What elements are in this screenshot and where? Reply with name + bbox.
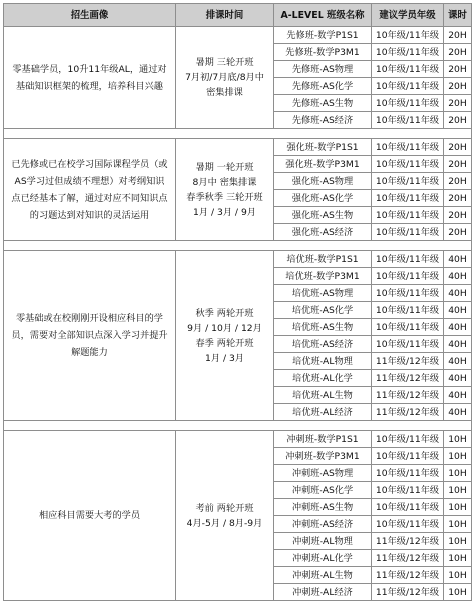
schedule-line: 春季 两轮开班 [195,337,254,349]
grade-cell: 11年级/12年级 [372,387,444,404]
hours-cell: 40H [444,387,472,404]
hours-cell: 20H [444,190,472,207]
schedule-line: 7月初/7月底/8月中 [185,72,264,83]
grade-cell: 10年级/11年级 [372,95,444,112]
grade-cell: 10年级/11年级 [372,448,444,465]
class-name-cell: 先修班-数学P3M1 [274,44,372,61]
table-row [4,27,472,44]
class-name-cell: 冲刺班-AS化学 [274,482,372,499]
grade-cell: 10年级/11年级 [372,319,444,336]
grade-cell: 10年级/11年级 [372,156,444,173]
grade-cell: 11年级/12年级 [372,550,444,567]
hours-cell: 10H [444,533,472,550]
class-name-cell: 冲刺班-AS生物 [274,499,372,516]
grade-cell: 11年级/12年级 [372,404,444,421]
group-separator [4,241,472,251]
schedule-line: 暑期 一轮开班 [195,161,254,173]
student-profile-cell: 已先修或已在校学习国际课程学员（或AS学习过但成绩不理想）对考纲知识点已经基本了解，通过对应不同知识点的习题达到对知识的灵活运用 [4,139,176,241]
class-name-cell: 强化班-AS物理 [274,173,372,190]
schedule-line: 秋季 两轮开班 [195,307,254,319]
hours-cell: 20H [444,44,472,61]
hours-cell: 20H [444,61,472,78]
hours-cell: 40H [444,268,472,285]
header-row [4,4,472,27]
class-name-cell: 培优班-AS化学 [274,302,372,319]
student-profile-cell: 零基础学员，10升11年级AL，通过对基础知识框架的梳理，培养科目兴趣 [4,27,176,129]
grade-cell: 11年级/12年级 [372,567,444,584]
hours-cell: 40H [444,302,472,319]
grade-cell: 11年级/12年级 [372,584,444,601]
table-row [4,431,472,448]
hours-cell: 20H [444,224,472,241]
class-name-cell: 强化班-数学P1S1 [274,139,372,156]
grade-cell: 10年级/11年级 [372,190,444,207]
class-name-cell: 培优班-AL物理 [274,353,372,370]
class-name-cell: 冲刺班-数学P1S1 [274,431,372,448]
schedule-line: 暑期 三轮开班 [195,57,254,68]
group-separator-row [4,421,472,431]
header-profile: 招生画像 [4,4,176,27]
group-separator-row [4,241,472,251]
grade-cell: 10年级/11年级 [372,44,444,61]
course-table [3,3,472,601]
schedule-line: 1月 / 3月 / 9月 [193,206,256,218]
grade-cell: 10年级/11年级 [372,516,444,533]
hours-cell: 10H [444,584,472,601]
grade-cell: 10年级/11年级 [372,173,444,190]
group-separator [4,129,472,139]
header-hours: 课时 [444,4,472,27]
grade-cell: 11年级/12年级 [372,533,444,550]
header-grade: 建议学员年级 [372,4,444,27]
class-name-cell: 冲刺班-数学P3M1 [274,448,372,465]
class-name-cell: 培优班-AS生物 [274,319,372,336]
class-name-cell: 强化班-数学P3M1 [274,156,372,173]
class-name-cell: 先修班-AS生物 [274,95,372,112]
class-name-cell: 培优班-AL化学 [274,370,372,387]
class-name-cell: 强化班-AS经济 [274,224,372,241]
class-name-cell: 冲刺班-AS经济 [274,516,372,533]
hours-cell: 10H [444,482,472,499]
header-schedule: 排课时间 [176,4,274,27]
class-name-cell: 培优班-AS物理 [274,285,372,302]
grade-cell: 10年级/11年级 [372,207,444,224]
grade-cell: 10年级/11年级 [372,499,444,516]
class-name-cell: 先修班-AS物理 [274,61,372,78]
hours-cell: 10H [444,567,472,584]
grade-cell: 10年级/11年级 [372,285,444,302]
student-profile-cell: 相应科目需要大考的学员 [4,431,176,601]
hours-cell: 20H [444,27,472,44]
grade-cell: 10年级/11年级 [372,431,444,448]
class-name-cell: 冲刺班-AL物理 [274,533,372,550]
hours-cell: 40H [444,336,472,353]
grade-cell: 10年级/11年级 [372,61,444,78]
grade-cell: 10年级/11年级 [372,251,444,268]
class-name-cell: 先修班-数学P1S1 [274,27,372,44]
class-name-cell: 培优班-数学P1S1 [274,251,372,268]
grade-cell: 10年级/11年级 [372,27,444,44]
table-body [4,27,472,601]
schedule-line: 8月中 密集排课 [192,176,257,188]
header-class-name: A-LEVEL 班级名称 [274,4,372,27]
hours-cell: 10H [444,448,472,465]
class-name-cell: 强化班-AS生物 [274,207,372,224]
schedule-line: 考前 两轮开班 [195,502,254,514]
schedule-line: 9月 / 10月 / 12月 [187,322,262,334]
hours-cell: 40H [444,319,472,336]
grade-cell: 10年级/11年级 [372,112,444,129]
hours-cell: 10H [444,516,472,533]
hours-cell: 20H [444,207,472,224]
hours-cell: 20H [444,173,472,190]
class-name-cell: 先修班-AS经济 [274,112,372,129]
hours-cell: 40H [444,404,472,421]
class-name-cell: 冲刺班-AL化学 [274,550,372,567]
class-name-cell: 冲刺班-AL生物 [274,567,372,584]
grade-cell: 10年级/11年级 [372,465,444,482]
schedule-cell [176,431,274,601]
grade-cell: 10年级/11年级 [372,139,444,156]
grade-cell: 11年级/12年级 [372,370,444,387]
grade-cell: 10年级/11年级 [372,482,444,499]
grade-cell: 10年级/11年级 [372,268,444,285]
hours-cell: 10H [444,431,472,448]
hours-cell: 40H [444,353,472,370]
hours-cell: 20H [444,78,472,95]
schedule-cell [176,27,274,129]
hours-cell: 10H [444,550,472,567]
student-profile-cell: 零基础或在校刚刚开设相应科目的学员，需要对全部知识点深入学习并提升解题能力 [4,251,176,421]
hours-cell: 20H [444,156,472,173]
grade-cell: 10年级/11年级 [372,224,444,241]
schedule-line: 春季秋季 三轮开班 [186,191,263,203]
hours-cell: 20H [444,139,472,156]
group-separator [4,421,472,431]
grade-cell: 10年级/11年级 [372,336,444,353]
hours-cell: 20H [444,112,472,129]
class-name-cell: 强化班-AS化学 [274,190,372,207]
hours-cell: 40H [444,251,472,268]
class-name-cell: 培优班-AS经济 [274,336,372,353]
grade-cell: 10年级/11年级 [372,78,444,95]
grade-cell: 10年级/11年级 [372,302,444,319]
table-header [4,4,472,27]
schedule-line: 4月-5月 / 8月-9月 [186,517,263,529]
hours-cell: 40H [444,285,472,302]
hours-cell: 20H [444,95,472,112]
table-row [4,139,472,156]
schedule-line: 1月 / 3月 [204,352,244,364]
class-name-cell: 培优班-AL生物 [274,387,372,404]
hours-cell: 10H [444,499,472,516]
class-name-cell: 先修班-AS化学 [274,78,372,95]
schedule-cell [176,251,274,421]
grade-cell: 11年级/12年级 [372,353,444,370]
hours-cell: 40H [444,370,472,387]
group-separator-row [4,129,472,139]
class-name-cell: 冲刺班-AS物理 [274,465,372,482]
table-row [4,251,472,268]
class-name-cell: 冲刺班-AL经济 [274,584,372,601]
schedule-line: 密集排课 [206,87,243,98]
schedule-cell [176,139,274,241]
class-name-cell: 培优班-数学P3M1 [274,268,372,285]
class-name-cell: 培优班-AL经济 [274,404,372,421]
hours-cell: 10H [444,465,472,482]
